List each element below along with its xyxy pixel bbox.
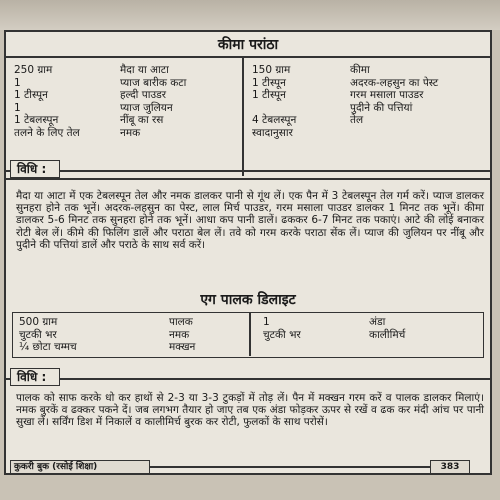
ingredient-qty: 1: [263, 316, 270, 328]
ingredient-item: हल्दी पाउडर: [120, 89, 167, 101]
recipe1-left-item-col: [120, 64, 186, 139]
ingredient-qty: 4 टेबलस्पून: [252, 114, 297, 126]
recipe1-right-qty-col: [252, 64, 296, 139]
ingredient-item: कालीमिर्च: [369, 328, 406, 341]
ingredient-qty: 150 ग्राम: [252, 64, 291, 76]
book-title-footer: कुकरी बुक (रसोई शिक्षा): [10, 460, 150, 474]
ingredient-item: तेल: [350, 114, 364, 126]
ingredient-qty: 1 टीस्पून: [14, 89, 48, 101]
ingredient-qty: 500 ग्राम: [19, 316, 58, 328]
recipe1-method-text: मैदा या आटा में एक टेबलस्पून तेल और नमक डालकर पानी से गूंथ लें। एक पैन में 3 टेबलस्पून तेल गर्म करें। प्याज डालकर सुनहरा होने तक भूनें। अदरक-लहसुन का पेस्ट, लाल मिर्च पाउडर, गरम मसाला पाउडर डालकर 1 मिनट तक भूनें। कीमा डालकर 5-6 मिनट तक सुनहरा होने तक भूनें। आधा कप पानी डालें। ढककर 6-7 मिनट तक पकाएं। आटे की लोई बनाकर रोटी बेल लें। कीमे की फिलिंग डालें और पराठा बेल लें। तवे को गरम करके पराठा सेंक लें। प्याज की जुलियन पर नींबू और पुदीने की पत्तियां डालें और पराठे के साथ सर्व करें।: [16, 190, 484, 251]
ingredient-qty: ¼ छोटा चम्मच: [19, 341, 77, 353]
ingredient-qty: तलने के लिए तेल: [14, 126, 80, 139]
ingredient-item: मक्खन: [169, 341, 196, 353]
ingredient-divider: [249, 313, 251, 356]
recipe1-method-label: विधि :: [10, 160, 60, 178]
recipe1-left-qty-col: [14, 64, 80, 139]
recipe1-title: कीमा परांठा: [6, 32, 490, 58]
ingredient-item: अदरक-लहसुन का पेस्ट: [350, 76, 439, 89]
ingredient-qty: [252, 102, 296, 115]
ingredient-qty: 1 टीस्पून: [252, 89, 286, 101]
recipe2-method-text: पालक को साफ करके धो कर हाथों से 2-3 या 3-3 टुकड़ों में तोड़ लें। पैन में मक्खन गरम करें व पालक डालकर मिलाएं। नमक बुरकें व ढक्कर पकने दें। जब लगभग तैयार हो जाए तब एक अंडा फोड़कर ऊपर से रखें व ढक कर मंदी आंच पर पानी सुखा लें। सर्विंग डिश में निकालें व कालीमिर्च बुरक कर रोटी, फुलकों के साथ परोसें।: [16, 392, 484, 429]
recipe2-right-qty-col: [263, 316, 301, 354]
footer-rule: [150, 466, 430, 468]
ingredient-item: अंडा: [369, 316, 386, 328]
recipe2-left-item-col: [169, 316, 195, 354]
ingredient-item: प्याज जुलियन: [120, 101, 173, 114]
page-top-bleed: [0, 0, 500, 30]
ingredient-qty: 1: [14, 76, 21, 89]
page-number: 383: [430, 460, 470, 474]
ingredient-item: पुदीने की पत्तियां: [350, 101, 413, 114]
ingredient-item: गरम मसाला पाउडर: [350, 89, 424, 101]
recipe2-left-qty-col: [19, 316, 77, 354]
method-rule: [6, 170, 490, 172]
ingredient-qty: 1 टीस्पून: [252, 76, 286, 89]
ingredient-qty: चुटकी भर: [263, 328, 301, 341]
ingredient-item: कीमा: [350, 64, 370, 76]
ingredient-qty: स्वादानुसार: [252, 126, 293, 139]
ingredient-qty: 1 टेबलस्पून: [14, 114, 59, 126]
recipe2-right-item-col: [369, 316, 405, 354]
recipe2-method-label: विधि :: [10, 368, 60, 386]
ingredient-item: मैदा या आटा: [120, 64, 169, 76]
recipe2-ingredients: [12, 312, 484, 358]
ingredient-item: पालक: [169, 316, 193, 328]
ingredient-qty: 250 ग्राम: [14, 64, 53, 76]
ingredient-divider: [242, 58, 244, 176]
recipe1-ingredients: [6, 58, 490, 180]
recipe1-right-item-col: [350, 64, 438, 139]
ingredient-item: नींबू का रस: [120, 114, 164, 126]
recipe2-title: एग पालक डिलाइट: [200, 292, 296, 308]
ingredient-item: [369, 341, 405, 354]
ingredient-qty: 1: [14, 101, 21, 114]
ingredient-item: [350, 127, 438, 140]
ingredient-qty: [263, 341, 301, 354]
ingredient-item: नमक: [120, 126, 141, 139]
recipe-page: [4, 30, 492, 475]
method-rule: [6, 378, 490, 380]
ingredient-item: प्याज बारीक कटा: [120, 76, 187, 89]
ingredient-item: नमक: [169, 328, 190, 341]
ingredient-qty: चुटकी भर: [19, 328, 57, 341]
